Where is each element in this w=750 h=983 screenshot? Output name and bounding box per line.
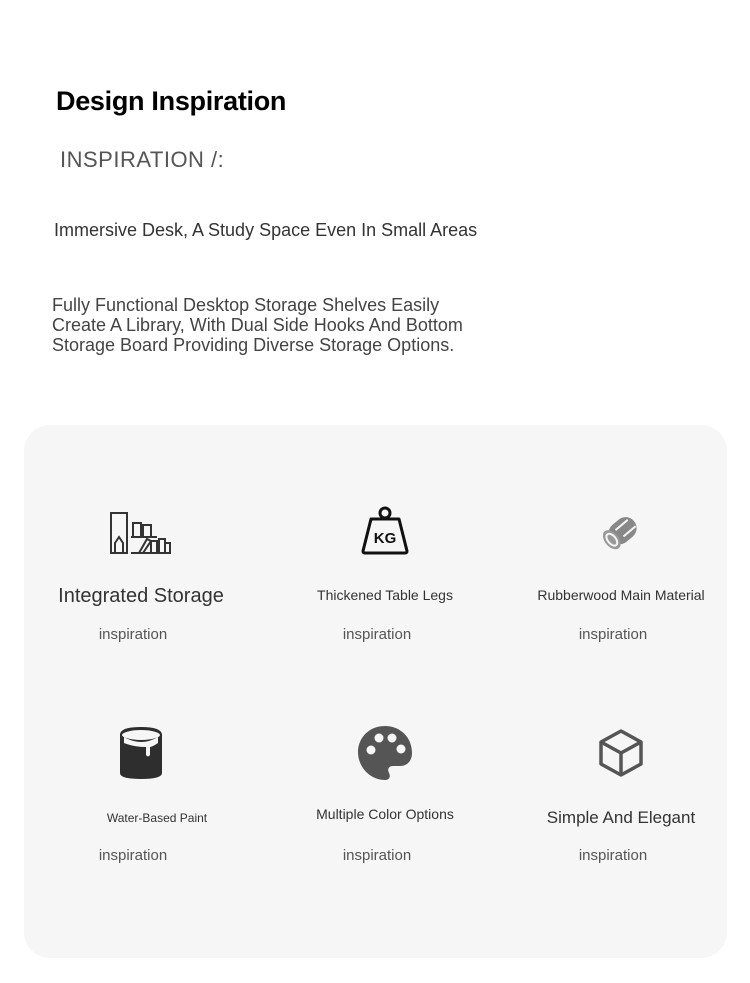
wood-log-icon xyxy=(586,502,656,562)
feature-name: Multiple Color Options xyxy=(316,806,454,822)
kg-weight-icon xyxy=(350,500,420,560)
cube-icon xyxy=(586,723,656,783)
bookshelf-icon xyxy=(106,502,176,562)
page-subtitle: INSPIRATION /: xyxy=(60,147,225,172)
feature-name: Thickened Table Legs xyxy=(317,587,453,603)
svg-text:KG: KG xyxy=(373,530,397,547)
feature-name: Integrated Storage xyxy=(58,585,224,607)
feature-name: Simple And Elegant xyxy=(546,808,696,827)
palette-icon xyxy=(350,723,420,783)
feature-sub: inspiration xyxy=(578,626,648,643)
paint-bucket-icon xyxy=(106,723,176,783)
intro-description: Fully Functional Desktop Storage Shelves Easily Create A Library, With Dual Side Hooks And Bottom Storage Board Providing Diverse Storage Options. xyxy=(52,295,463,355)
feature-sub: inspiration xyxy=(342,626,412,643)
feature-name: Water-Based Paint xyxy=(106,811,208,825)
feature-sub: inspiration xyxy=(98,626,168,643)
feature-sub: inspiration xyxy=(342,847,412,864)
page-title: Design Inspiration xyxy=(56,86,287,116)
feature-sub: inspiration xyxy=(578,847,648,864)
feature-name: Rubberwood Main Material xyxy=(537,587,705,603)
features-card xyxy=(24,425,727,958)
feature-sub: inspiration xyxy=(98,847,168,864)
intro-headline: Immersive Desk, A Study Space Even In Small Areas xyxy=(54,220,478,240)
